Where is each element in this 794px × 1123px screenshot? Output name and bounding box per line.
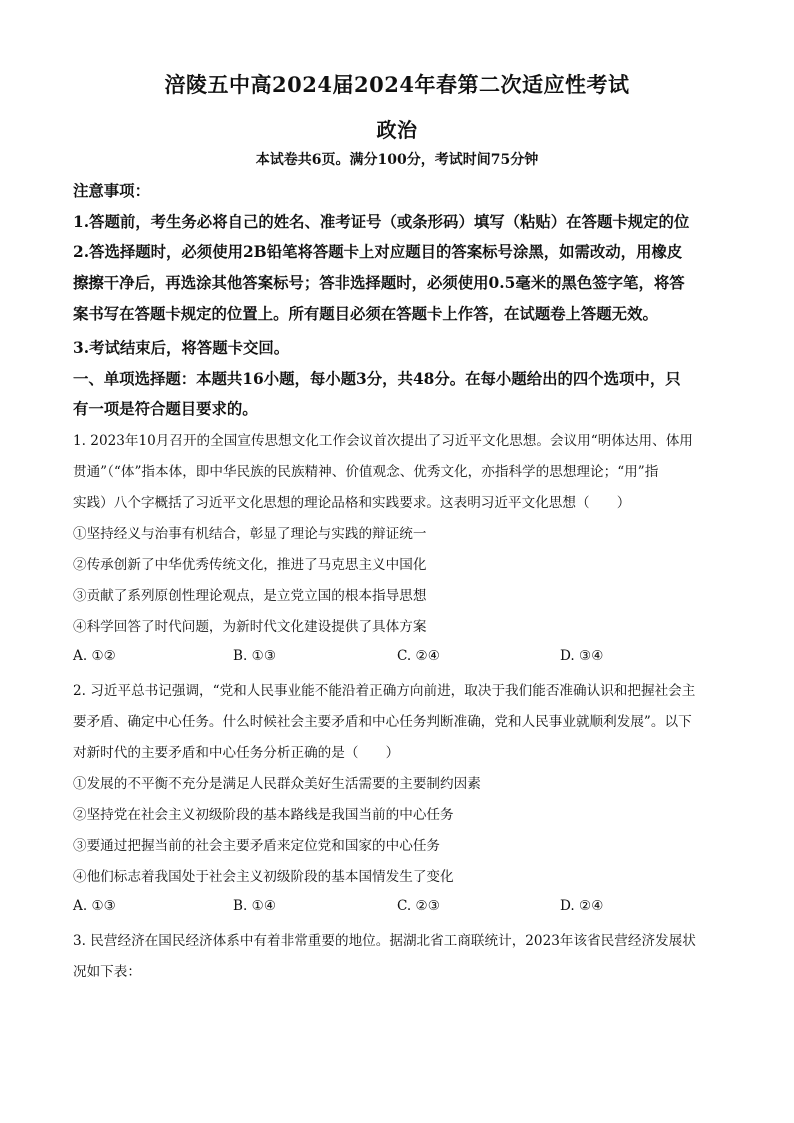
q1-option-c[interactable]: C. ②④ <box>397 648 440 664</box>
q2-statement-4: ④他们标志着我国处于社会主义初级阶段的基本国情发生了变化 <box>73 869 454 885</box>
q2-statement-2: ②坚持党在社会主义初级阶段的基本路线是我国当前的中心任务 <box>73 807 454 823</box>
q2-option-d[interactable]: D. ②④ <box>560 898 604 914</box>
q1-option-b[interactable]: B. ①③ <box>233 648 277 664</box>
q1-stem-line-3: 实践）八个字概括了习近平文化思想的理论品格和实践要求。这表明习近平文化思想（ ） <box>73 495 631 511</box>
section-heading-line-1: 一、单项选择题：本题共16小题，每小题3分，共48分。在每小题给出的四个选项中，只 <box>73 370 681 388</box>
q2-options <box>73 898 733 920</box>
section-heading-line-2: 有一项是符合题目要求的。 <box>73 400 258 418</box>
q1-options <box>73 648 733 670</box>
q2-statement-1: ①发展的不平衡不充分是满足人民群众美好生活需要的主要制约因素 <box>73 776 481 792</box>
q3-stem-line-2: 况如下表： <box>73 964 141 980</box>
q2-statement-3: ③要通过把握当前的社会主要矛盾来定位党和国家的中心任务 <box>73 838 441 854</box>
notice-line-4: 案书写在答题卡规定的位置上。所有题目必须在答题卡上作答，在试题卷上答题无效。 <box>73 305 658 323</box>
notice-heading: 注意事项： <box>73 182 150 200</box>
q1-statement-1: ①坚持经义与治事有机结合，彰显了理论与实践的辩证统一 <box>73 526 427 542</box>
q2-stem-line-1: 2. 习近平总书记强调，“党和人民事业能不能沿着正确方向前进，取决于我们能否准确认识和把握社会主 <box>73 683 696 699</box>
q1-statement-4: ④科学回答了时代问题，为新时代文化建设提供了具体方案 <box>73 619 427 635</box>
exam-info: 本试卷共6页。满分100分，考试时间75分钟 <box>255 152 539 168</box>
q1-option-a[interactable]: A. ①② <box>73 648 116 664</box>
q1-statement-2: ②传承创新了中华优秀传统文化，推进了马克思主义中国化 <box>73 557 427 573</box>
notice-line-2: 2.答选择题时，必须使用2B铅笔将答题卡上对应题目的答案标号涂黑，如需改动，用橡皮 <box>73 243 683 261</box>
exam-title: 涪陵五中高2024届2024年春第二次适应性考试 <box>164 72 630 97</box>
notice-line-5: 3.考试结束后，将答题卡交回。 <box>73 339 290 357</box>
q2-stem-line-2: 要矛盾、确定中心任务。什么时候社会主要矛盾和中心任务判断准确，党和人民事业就顺利发展”。以下 <box>73 714 692 730</box>
q3-stem-line-1: 3. 民营经济在国民经济体系中有着非常重要的地位。据湖北省工商联统计，2023年该省民营经济发展状 <box>73 933 696 949</box>
q1-stem-line-2: 贯通”（“体”指本体，即中华民族的民族精神、价值观念、优秀文化，亦指科学的思想理论；“用”指 <box>73 464 659 480</box>
q1-option-d[interactable]: D. ③④ <box>560 648 604 664</box>
q1-statement-3: ③贡献了系列原创性理论观点，是立党立国的根本指导思想 <box>73 588 427 604</box>
q2-option-c[interactable]: C. ②③ <box>397 898 440 914</box>
q1-stem-line-1: 1. 2023年10月召开的全国宣传思想文化工作会议首次提出了习近平文化思想。会议用“明体达用、体用 <box>73 433 693 449</box>
q2-stem-line-3: 对新时代的主要矛盾和中心任务分析正确的是（ ） <box>73 745 400 761</box>
notice-line-1: 1.答题前，考生务必将自己的姓名、准考证号（或条形码）填写（粘贴）在答题卡规定的位 <box>73 213 690 231</box>
notice-line-3: 擦擦干净后，再选涂其他答案标号；答非选择题时，必须使用0.5毫米的黑色签字笔，将答 <box>73 274 685 292</box>
q2-option-b[interactable]: B. ①④ <box>233 898 277 914</box>
q2-option-a[interactable]: A. ①③ <box>73 898 116 914</box>
subject-title: 政治 <box>376 118 418 142</box>
